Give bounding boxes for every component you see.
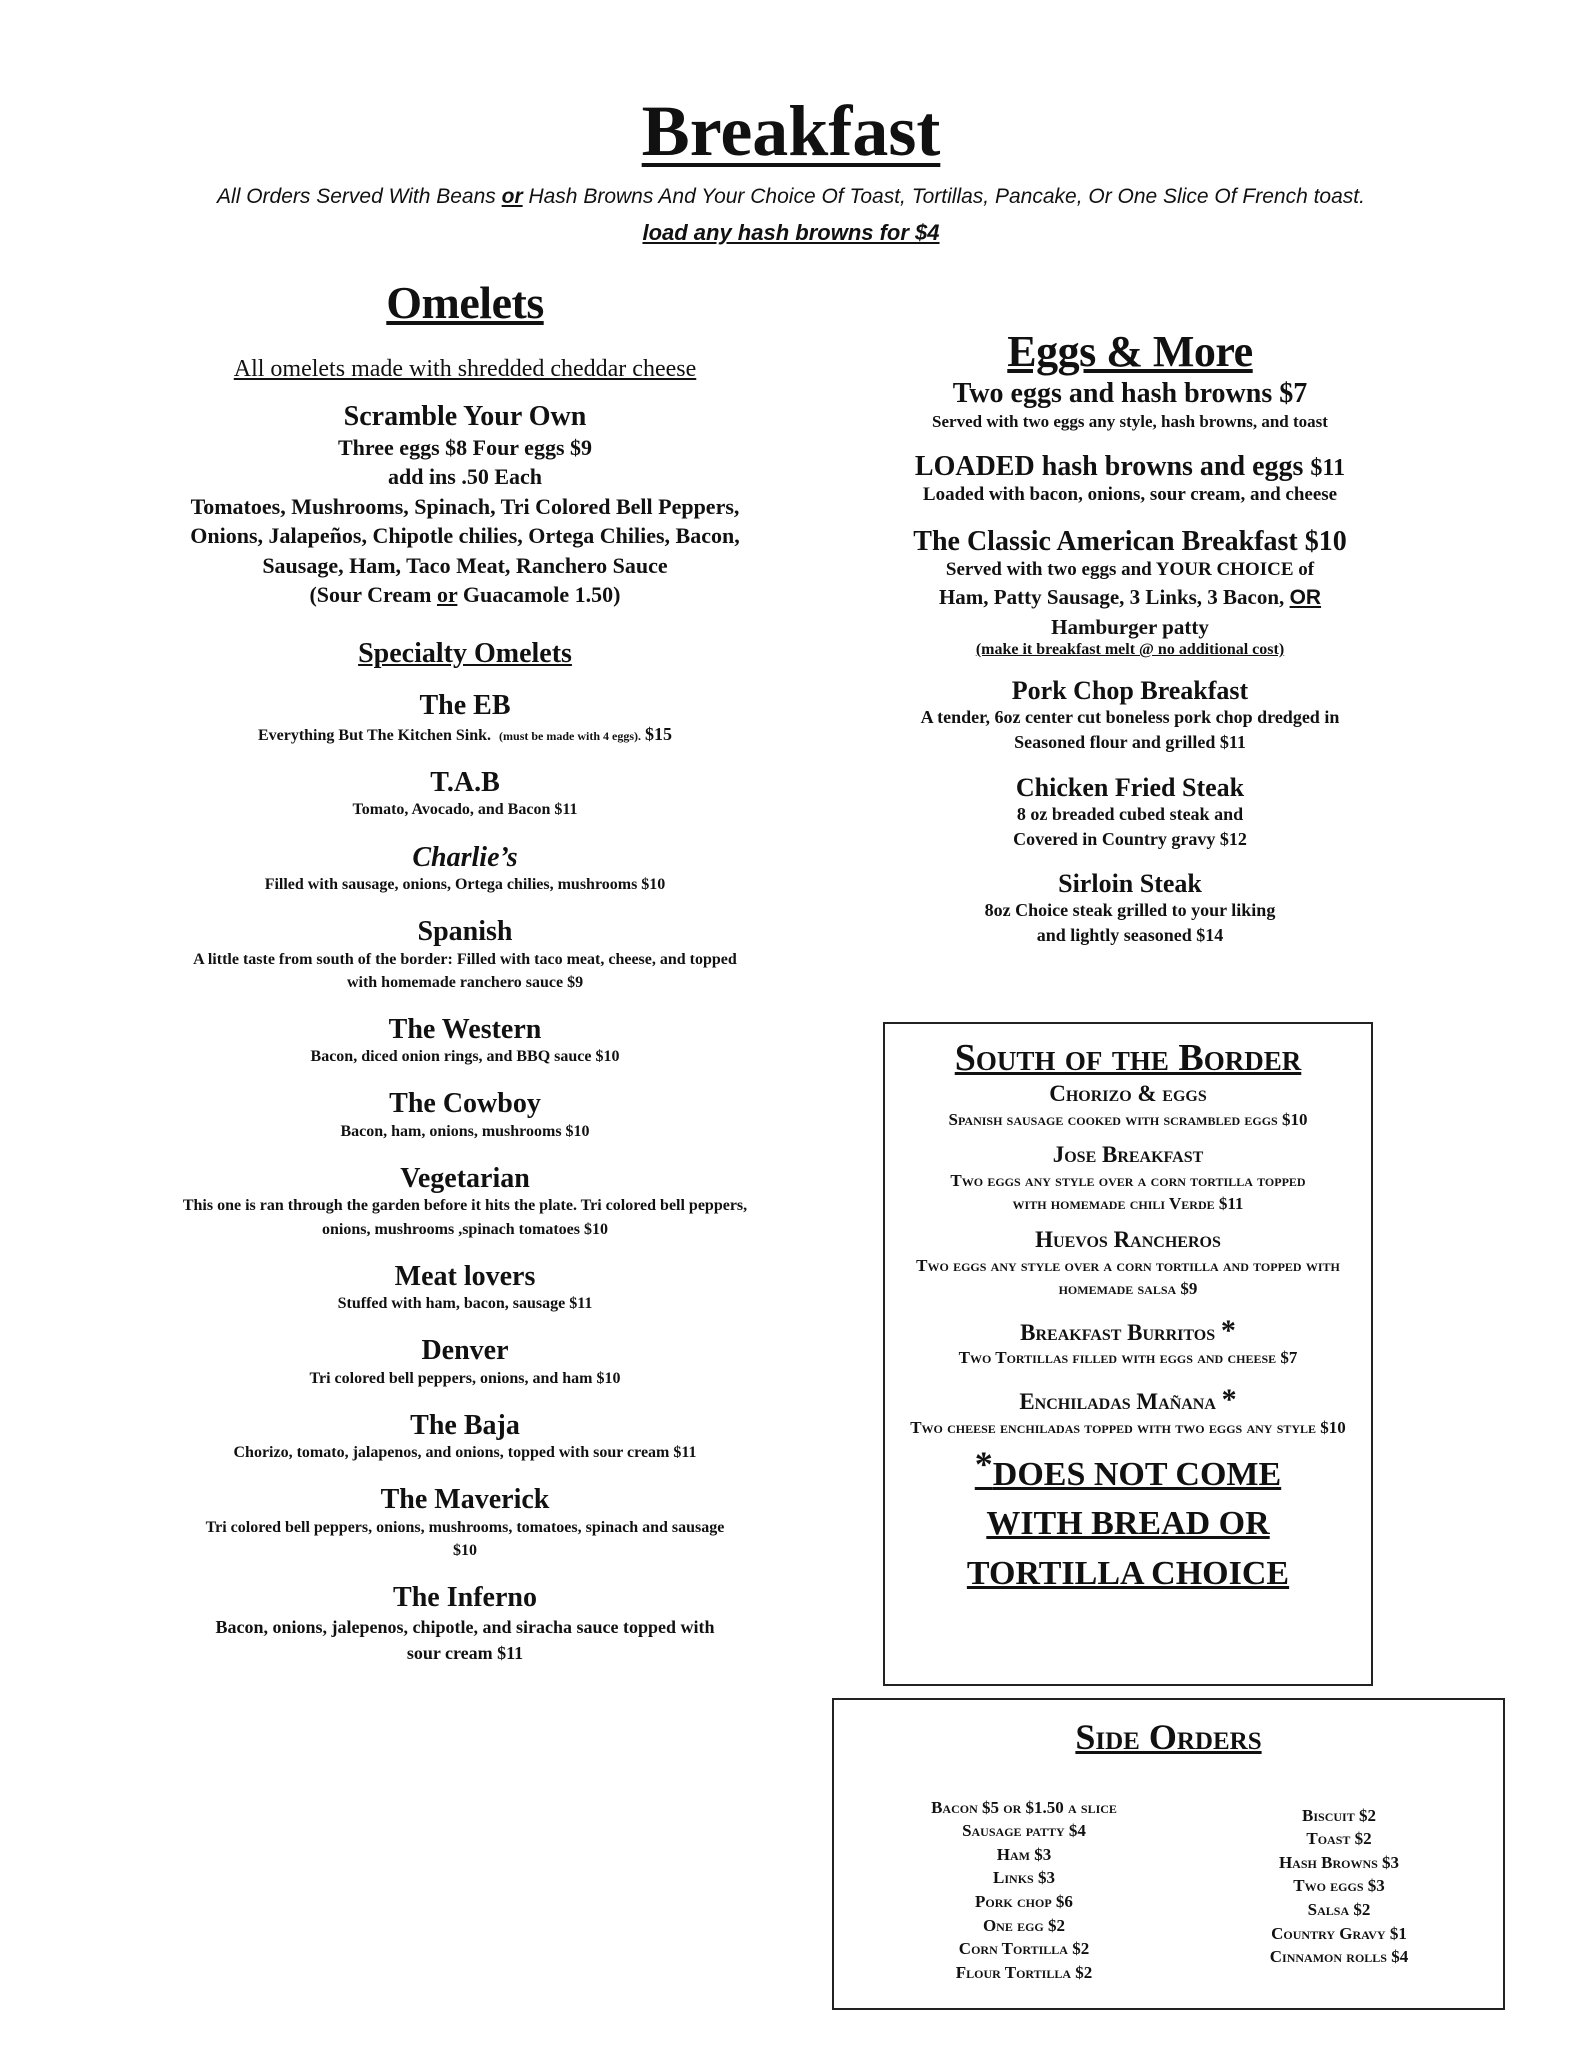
side-orders-box	[832, 1698, 1505, 2010]
sides-right-list	[1189, 1804, 1489, 1969]
omelet-desc-text: Everything But The Kitchen Sink.	[257, 726, 492, 744]
scramble-line2: add ins .50 Each	[387, 464, 543, 490]
omelets-section	[150, 278, 780, 1686]
asterisk-icon: *	[974, 1444, 993, 1485]
south-item-title: Chorizo & eggs	[1049, 1080, 1207, 1106]
omelet-item	[150, 1014, 780, 1069]
omelet-item	[150, 1163, 780, 1241]
scramble-block	[150, 401, 780, 609]
scramble-extra-post: Guacamole 1.50)	[457, 582, 621, 608]
eggs-choices-text: Ham, Patty Sausage, 3 Links, 3 Bacon,	[938, 585, 1285, 610]
omelet-desc: Chorizo, tomato, jalapenos, and onions, topped with sour cream $11	[233, 1444, 697, 1462]
eggs-item-title: Pork Chop Breakfast	[1011, 676, 1249, 706]
south-item-title-text: Enchiladas Mañana	[1019, 1389, 1216, 1415]
side-item: Salsa $2	[1307, 1900, 1371, 1920]
eggs-item-title: Chicken Fried Steak	[1015, 772, 1245, 802]
eggs-item-desc: Served with two eggs and YOUR CHOICE of	[945, 558, 1315, 580]
eggs-item-title	[860, 451, 1400, 482]
omelets-heading: Omelets	[386, 277, 544, 328]
omelet-desc: Tomato, Avocado, and Bacon $11	[352, 801, 578, 819]
south-item	[885, 1313, 1371, 1371]
south-item	[885, 1226, 1371, 1301]
omelet-name: Charlie’s	[412, 841, 518, 873]
eggs-item	[860, 451, 1400, 509]
south-item-desc: Spanish sausage cooked with scrambled eggs $10	[948, 1109, 1308, 1129]
page-title: Breakfast	[641, 91, 941, 171]
eggs-item-desc: 8 oz breaded cubed steak and Covered in Country gravy $12	[1013, 803, 1247, 849]
south-item	[885, 1141, 1371, 1216]
side-item: Biscuit $2	[1302, 1805, 1376, 1825]
side-item: Ham $3	[996, 1844, 1052, 1864]
omelet-name: Vegetarian	[400, 1163, 530, 1195]
south-item-title-text: Breakfast Burritos	[1020, 1319, 1216, 1345]
omelet-desc: This one is ran through the garden before it hits the plate. Tri colored bell peppers, onions, mushrooms ,spinach tomatoes $10	[182, 1197, 748, 1238]
omelet-name: Denver	[421, 1335, 509, 1367]
south-item-title: Huevos Rancheros	[1035, 1227, 1221, 1253]
scramble-extra	[150, 580, 780, 609]
sides-left-list	[874, 1796, 1174, 1985]
omelet-desc: Tri colored bell peppers, onions, and ham $10	[309, 1369, 621, 1387]
omelet-name: The Inferno	[393, 1582, 537, 1614]
side-item: Two eggs $3	[1293, 1876, 1385, 1896]
scramble-title: Scramble Your Own	[343, 401, 587, 433]
omelet-item	[150, 1335, 780, 1390]
omelet-desc-price: $15	[645, 723, 673, 744]
sides-heading: Side Orders	[1075, 1717, 1262, 1757]
south-item-desc: Two eggs any style over a corn tortilla and topped with homemade salsa $9	[916, 1255, 1340, 1298]
scramble-extra-pre: (Sour Cream	[309, 582, 437, 608]
sides-columns	[834, 1796, 1503, 2026]
omelet-desc: A little taste from south of the border: Filled with taco meat, cheese, and topped with homemade ranchero sauce $9	[193, 950, 737, 991]
omelet-item	[150, 916, 780, 994]
eggs-item-choices	[860, 583, 1400, 612]
eggs-item	[860, 869, 1400, 948]
eggs-item	[860, 526, 1400, 660]
omelet-name: The Western	[388, 1013, 542, 1045]
omelet-item	[150, 767, 780, 822]
side-item: Links $3	[993, 1868, 1055, 1888]
omelet-desc: Bacon, diced onion rings, and BBQ sauce $10	[310, 1048, 620, 1066]
eggs-item-title-text: LOADED hash browns and eggs	[914, 450, 1304, 482]
eggs-item-choices2: Hamburger patty	[1051, 614, 1209, 639]
subtitle-post: Hash Browns And Your Choice Of Toast, Tortillas, Pancake, Or One Slice Of French toast.	[522, 185, 1365, 208]
eggs-more-heading: Eggs & More	[1007, 327, 1253, 376]
eggs-item-desc: 8oz Choice steak grilled to your liking and lightly seasoned $14	[984, 900, 1276, 946]
south-item-title	[885, 1383, 1371, 1417]
omelet-name: Spanish	[417, 916, 513, 948]
south-item	[885, 1080, 1371, 1132]
south-heading: South of the Border	[954, 1037, 1302, 1079]
omelet-desc-note: (must be made with 4 eggs).	[499, 728, 642, 743]
scramble-extra-or: or	[436, 582, 458, 608]
eggs-item-desc: A tender, 6oz center cut boneless pork chop dredged in Seasoned flour and grilled $11	[920, 707, 1340, 753]
eggs-item	[860, 378, 1400, 433]
scramble-line1: Three eggs $8 Four eggs $9	[338, 434, 592, 460]
south-item-title: Jose Breakfast	[1052, 1142, 1204, 1168]
omelet-desc: Stuffed with ham, bacon, sausage $11	[337, 1295, 593, 1313]
omelet-item	[150, 690, 780, 748]
omelet-name: The Cowboy	[389, 1088, 541, 1120]
subtitle-or: or	[501, 185, 523, 208]
south-item	[885, 1383, 1371, 1440]
specialty-heading: Specialty Omelets	[358, 637, 572, 669]
omelet-item	[150, 1088, 780, 1143]
omelet-desc	[150, 721, 780, 747]
omelet-desc: Filled with sausage, onions, Ortega chilies, mushrooms $10	[264, 876, 666, 894]
subtitle	[0, 185, 1582, 209]
eggs-item-title: Sirloin Steak	[1058, 869, 1202, 899]
eggs-item-note: (make it breakfast melt @ no additional cost)	[975, 641, 1285, 659]
eggs-item-price: $11	[1310, 454, 1346, 481]
omelet-item	[150, 1410, 780, 1465]
omelet-desc: Bacon, onions, jalepenos, chipotle, and siracha sauce topped with sour cream $11	[215, 1616, 715, 1663]
side-item: Cinnamon rolls $4	[1269, 1947, 1409, 1967]
side-item: Pork chop $6	[975, 1892, 1073, 1912]
eggs-item-title: Two eggs and hash browns $7	[952, 378, 1308, 410]
eggs-item-desc: Loaded with bacon, onions, sour cream, and cheese	[922, 483, 1338, 505]
eggs-more-section	[860, 328, 1400, 966]
omelet-name: The Maverick	[380, 1484, 550, 1516]
side-item: Hash Browns $3	[1278, 1852, 1400, 1872]
south-of-border-box	[883, 1022, 1373, 1686]
side-item: Flour Tortilla $2	[955, 1962, 1093, 1982]
asterisk-icon: *	[1221, 1383, 1237, 1417]
south-item-desc: Two cheese enchiladas topped with two eggs any style $10	[910, 1418, 1346, 1438]
omelet-name: Meat lovers	[394, 1260, 536, 1292]
omelet-item	[150, 1484, 780, 1562]
omelet-name: The EB	[419, 689, 511, 721]
eggs-item	[860, 773, 1400, 852]
eggs-item-desc: Served with two eggs any style, hash browns, and toast	[932, 411, 1328, 431]
omelet-item	[150, 1261, 780, 1316]
eggs-item-title: The Classic American Breakfast $10	[913, 525, 1347, 557]
omelet-name: T.A.B	[430, 767, 500, 799]
omelet-desc: Tri colored bell peppers, onions, mushrooms, tomatoes, spinach and sausage $10	[205, 1518, 725, 1559]
side-item: Toast $2	[1306, 1829, 1372, 1849]
omelets-note: All omelets made with shredded cheddar cheese	[233, 355, 697, 382]
load-note: load any hash browns for $4	[642, 220, 940, 245]
south-item-desc: Two Tortillas filled with eggs and cheese $7	[958, 1348, 1298, 1368]
omelet-item	[150, 1582, 780, 1666]
omelet-name: The Baja	[410, 1409, 520, 1441]
side-item: Country Gravy $1	[1271, 1923, 1407, 1943]
eggs-choices-or: OR	[1289, 586, 1322, 610]
south-item-desc: Two eggs any style over a corn tortilla topped with homemade chili Verde $11	[950, 1171, 1306, 1214]
south-item-title	[885, 1313, 1371, 1348]
omelet-desc: Bacon, ham, onions, mushrooms $10	[340, 1122, 590, 1140]
scramble-addins: Tomatoes, Mushrooms, Spinach, Tri Colored Bell Peppers, Onions, Jalapeños, Chipotle chilies, Ortega Chilies, Bacon, Sausage, Ham, Taco Meat, Ranchero Sauce	[190, 493, 740, 578]
south-disclaimer	[885, 1444, 1371, 1598]
side-item: Bacon $5 or $1.50 a slice	[931, 1797, 1117, 1817]
omelet-item	[150, 842, 780, 897]
asterisk-icon: *	[1220, 1313, 1236, 1347]
subtitle-pre: All Orders Served With Beans	[217, 185, 502, 208]
side-item: Corn Tortilla $2	[958, 1939, 1090, 1959]
side-item: One egg $2	[982, 1915, 1066, 1935]
eggs-item	[860, 676, 1400, 755]
disclaimer-text: DOES NOT COME WITH BREAD OR TORTILLA CHOICE	[966, 1456, 1290, 1592]
side-item: Sausage patty $4	[962, 1821, 1086, 1841]
